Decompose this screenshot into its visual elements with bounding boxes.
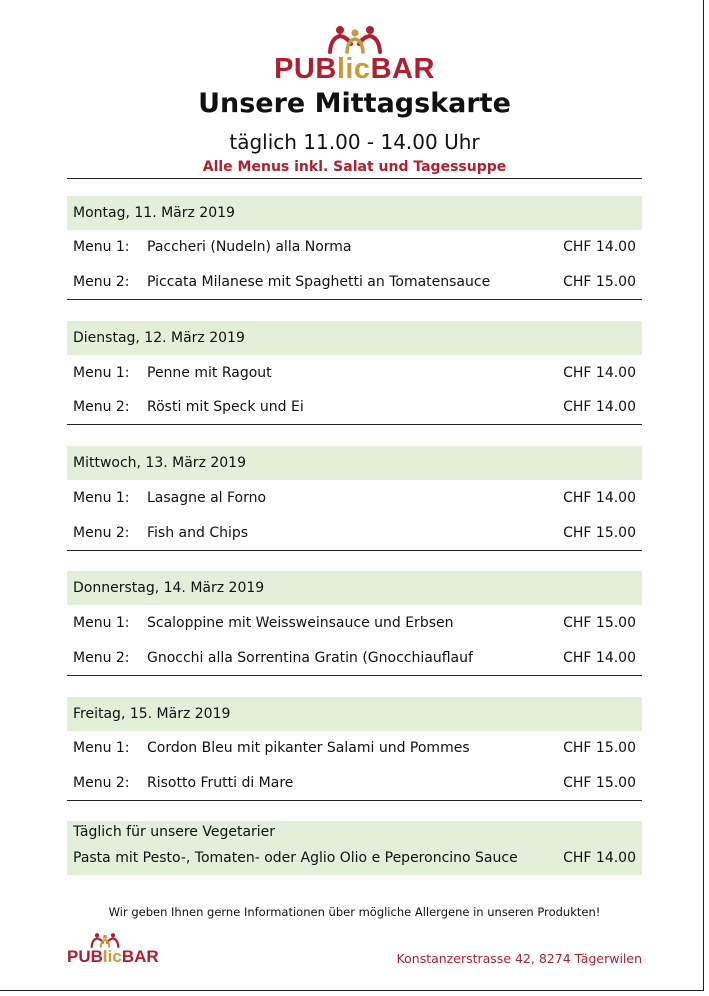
menu-dish: Lasagne al Forno [147,490,267,506]
menu-row [67,523,642,543]
menu-label: Menu 2: [73,775,130,791]
day-divider [67,550,642,551]
day-divider [67,675,642,676]
menu-label: Menu 1: [73,365,130,381]
day-divider [67,299,642,300]
allergen-note: Wir geben Ihnen gerne Informationen über mögliche Allergene in unseren Produkten! [108,905,601,919]
menu-price: CHF 15.00 [563,740,636,756]
menu-label: Menu 1: [73,239,130,255]
brand-logo-text-footer: PUBlicBAR [67,947,159,966]
header-divider [67,178,642,179]
logo-footer [67,932,159,966]
menu-dish: Rösti mit Speck und Ei [147,399,304,415]
menu-row [67,488,642,508]
menu-row [67,773,642,793]
menu-price: CHF 14.00 [563,490,636,506]
menu-dish: Fish and Chips [147,525,249,541]
menu-label: Menu 1: [73,490,130,506]
day-header-thursday: Donnerstag, 14. März 2019 [67,571,642,605]
day-header-friday: Freitag, 15. März 2019 [67,697,642,731]
opening-hours: täglich 11.00 - 14.00 Uhr [229,130,480,154]
address: Konstanzerstrasse 42, 8274 Tägerwilen [396,951,642,966]
menu-dish: Paccheri (Nudeln) alla Norma [147,239,352,255]
day-header-tuesday: Dienstag, 12. März 2019 [67,321,642,355]
menu-subtitle: Alle Menus inkl. Salat und Tagessuppe [202,159,507,175]
menu-row [67,272,642,292]
menu-row [67,613,642,633]
vegetarian-dish: Pasta mit Pesto-, Tomaten- oder Aglio Olio e Peperoncino Sauce [73,850,518,866]
menu-price: CHF 15.00 [563,274,636,290]
day-divider [67,800,642,801]
three-people-logo-icon [89,932,121,948]
menu-row [67,738,642,758]
menu-dish: Cordon Bleu mit pikanter Salami und Pommes [147,740,470,756]
menu-label: Menu 1: [73,615,130,631]
vegetarian-title: Täglich für unsere Vegetarier [73,824,276,840]
menu-dish: Piccata Milanese mit Spaghetti an Tomatensauce [147,274,491,290]
menu-price: CHF 15.00 [563,775,636,791]
three-people-logo-icon [325,24,385,54]
menu-label: Menu 2: [73,274,130,290]
vegetarian-price: CHF 14.00 [563,850,636,866]
vegetarian-section [67,821,642,875]
menu-dish: Scaloppine mit Weissweinsauce und Erbsen [147,615,454,631]
menu-price: CHF 14.00 [563,365,636,381]
menu-dish: Penne mit Ragout [147,365,272,381]
logo-header [0,24,709,84]
menu-price: CHF 14.00 [563,399,636,415]
menu-dish: Gnocchi alla Sorrentina Gratin (Gnocchiauflauf [147,650,473,666]
menu-price: CHF 14.00 [563,239,636,255]
menu-dish: Risotto Frutti di Mare [147,775,294,791]
menu-row [67,648,642,668]
menu-label: Menu 2: [73,399,130,415]
brand-logo-text: PUBlicBAR [274,53,435,85]
page-title: Unsere Mittagskarte [198,88,511,119]
menu-row [67,397,642,417]
menu-label: Menu 2: [73,650,130,666]
menu-label: Menu 2: [73,525,130,541]
day-divider [67,424,642,425]
menu-row [67,237,642,257]
menu-price: CHF 15.00 [563,615,636,631]
day-header-wednesday: Mittwoch, 13. März 2019 [67,446,642,480]
day-header-monday: Montag, 11. März 2019 [67,196,642,230]
menu-row [67,363,642,383]
menu-label: Menu 1: [73,740,130,756]
menu-price: CHF 14.00 [563,650,636,666]
menu-price: CHF 15.00 [563,525,636,541]
